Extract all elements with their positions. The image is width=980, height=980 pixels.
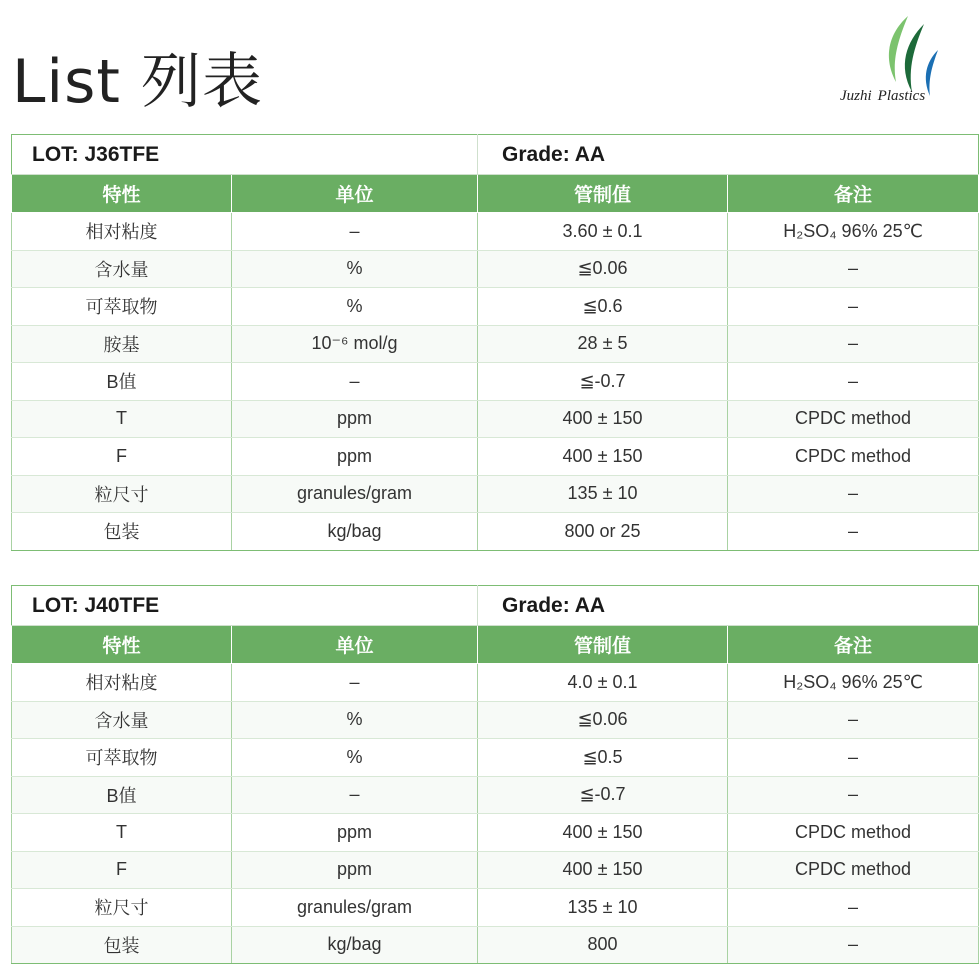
table-row [12, 475, 979, 513]
column-header: 备注 [728, 626, 979, 664]
table-cell: – [728, 926, 979, 964]
table-row [12, 889, 979, 927]
logo-name: Juzhi [840, 88, 872, 104]
table-cell: 相对粘度 [12, 213, 232, 251]
column-header: 单位 [232, 626, 478, 664]
table-cell: % [232, 701, 478, 739]
table-cell: 800 or 25 [478, 513, 728, 551]
table-cell: granules/gram [232, 889, 478, 927]
table-cell: % [232, 250, 478, 288]
table-cell: – [728, 363, 979, 401]
table-row [12, 814, 979, 852]
table-cell: ≦0.06 [478, 701, 728, 739]
table-cell: CPDC method [728, 438, 979, 476]
table-cell: ≦0.06 [478, 250, 728, 288]
table-row [12, 438, 979, 476]
table-cell: ppm [232, 851, 478, 889]
column-header: 管制值 [478, 175, 728, 213]
table-cell: 粒尺寸 [12, 889, 232, 927]
table-cell: 相对粘度 [12, 664, 232, 702]
table-cell: 400 ± 150 [478, 400, 728, 438]
table-cell: – [728, 325, 979, 363]
table-cell: ≦0.6 [478, 288, 728, 326]
table-cell: T [12, 814, 232, 852]
table-cell: ≦-0.7 [478, 363, 728, 401]
table-cell: 3.60 ± 0.1 [478, 213, 728, 251]
table-row [12, 325, 979, 363]
table-cell: – [232, 664, 478, 702]
table-cell: 胺基 [12, 325, 232, 363]
table-cell: H₂SO₄ 96% 25℃ [728, 664, 979, 702]
table-cell: B值 [12, 363, 232, 401]
table-cell: 135 ± 10 [478, 475, 728, 513]
table-cell: 含水量 [12, 701, 232, 739]
table-row [12, 400, 979, 438]
table-cell: – [728, 250, 979, 288]
page-title: List 列表 [12, 47, 263, 117]
table-cell: 400 ± 150 [478, 814, 728, 852]
table-cell: T [12, 400, 232, 438]
table-cell: ppm [232, 814, 478, 852]
table-cell: 10⁻⁶ mol/g [232, 325, 478, 363]
table-row [12, 664, 979, 702]
table-cell: CPDC method [728, 851, 979, 889]
table-cell: 400 ± 150 [478, 438, 728, 476]
table-row [12, 213, 979, 251]
table-cell: 包装 [12, 513, 232, 551]
table-cell: – [728, 288, 979, 326]
table-cell: – [232, 213, 478, 251]
table-cell: F [12, 851, 232, 889]
table-cell: % [232, 739, 478, 777]
column-header: 备注 [728, 175, 979, 213]
table-row [12, 513, 979, 551]
table-cell: kg/bag [232, 926, 478, 964]
table-cell: CPDC method [728, 814, 979, 852]
table-cell: 800 [478, 926, 728, 964]
table-cell: 含水量 [12, 250, 232, 288]
grade-label: Grade: AA [478, 135, 979, 175]
table-cell: 可萃取物 [12, 739, 232, 777]
spec-table-j36tfe [11, 134, 979, 551]
table-cell: 135 ± 10 [478, 889, 728, 927]
table-row [12, 776, 979, 814]
column-header: 特性 [12, 175, 232, 213]
company-logo [838, 10, 978, 110]
table-row [12, 851, 979, 889]
logo-suffix: Plastics [877, 88, 926, 104]
table-cell: ≦0.5 [478, 739, 728, 777]
table-row [12, 926, 979, 964]
table-cell: – [232, 363, 478, 401]
table-cell: kg/bag [232, 513, 478, 551]
table-cell: 4.0 ± 0.1 [478, 664, 728, 702]
table-row [12, 701, 979, 739]
table-cell: 28 ± 5 [478, 325, 728, 363]
table-row [12, 250, 979, 288]
table-cell: B值 [12, 776, 232, 814]
table-cell: – [728, 776, 979, 814]
table-cell: ppm [232, 438, 478, 476]
table-cell: granules/gram [232, 475, 478, 513]
lot-label: LOT: J40TFE [12, 586, 478, 626]
table-cell: ppm [232, 400, 478, 438]
table-cell: – [728, 739, 979, 777]
table-cell: CPDC method [728, 400, 979, 438]
table-cell: 400 ± 150 [478, 851, 728, 889]
table-cell: – [728, 701, 979, 739]
column-header: 特性 [12, 626, 232, 664]
table-row [12, 363, 979, 401]
table-cell: ≦-0.7 [478, 776, 728, 814]
table-cell: – [728, 475, 979, 513]
table-cell: – [728, 889, 979, 927]
table-cell: 粒尺寸 [12, 475, 232, 513]
table-row [12, 739, 979, 777]
grade-label: Grade: AA [478, 586, 979, 626]
table-cell: H₂SO₄ 96% 25℃ [728, 213, 979, 251]
table-row [12, 288, 979, 326]
table-cell: 包装 [12, 926, 232, 964]
column-header: 管制值 [478, 626, 728, 664]
spec-table-j40tfe [11, 585, 979, 964]
column-header: 单位 [232, 175, 478, 213]
table-cell: 可萃取物 [12, 288, 232, 326]
table-cell: – [232, 776, 478, 814]
table-cell: F [12, 438, 232, 476]
table-cell: % [232, 288, 478, 326]
leaf-logo-icon [868, 10, 948, 100]
lot-label: LOT: J36TFE [12, 135, 478, 175]
table-cell: – [728, 513, 979, 551]
